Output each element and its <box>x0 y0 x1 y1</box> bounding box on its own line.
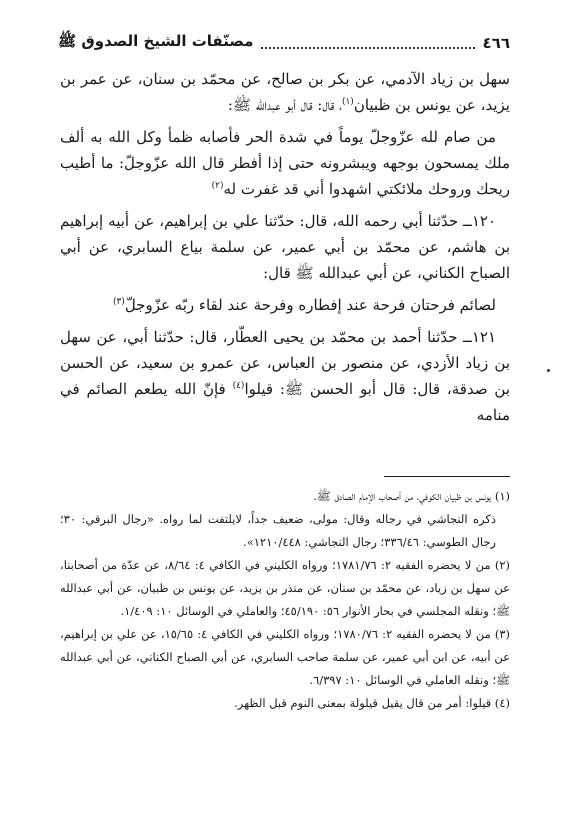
footnote-marker-2[interactable]: (٢) <box>211 181 224 191</box>
running-header <box>58 32 510 54</box>
footnote-1-continuation: ذكره النجاشي في رجاله وقال: مولى، ضعيف جداً، لايلتفت لما رواه. «رجال البرقي: ٣٠؛ رجال الطوسي: ٣٣٦/٤٦؛ رجال النجاشي: ١٢١٠/٤٤٨». <box>60 512 496 549</box>
text-run: لصائم فرحتان فرحة عند إفطاره وفرحة عند لقاء ربّه عزّوجلّ <box>124 296 496 314</box>
paragraph-hadith-120 <box>60 292 510 318</box>
main-text <box>60 66 510 434</box>
text-run: من صام لله عزّوجلّ يوماً في شدة الحر فأصابه ظمأ وكل الله به ألف ملك يمسحون بوجهه ويبشرونه حتى إذا أفطر قال الله عزّوجلّ: ما أطيب ريحك وروحك ملائكتي اشهدوا أني قد غفرت له <box>60 128 510 198</box>
text-run: ١٢١ــ حدّثنا أحمد بن محمّد بن يحيى العطّار، قال: حدّثنا أبي، عن سهل بن زياد الأزدي، عن منصور بن العباس، عن عمرو بن سعيد، عن الحسن بن صدقة، قال: قال أبو الحسن ﷺ: قيلوا <box>60 328 510 398</box>
text-run: ، قال: قال أبو عبدالله ﷺ: <box>227 96 342 114</box>
book-title: مصنّفات الشيخ الصدوق ﷺ <box>58 32 254 50</box>
paragraph-isnad-119 <box>60 66 510 118</box>
footnote-marker-3[interactable]: (٣) <box>112 297 125 307</box>
paragraph-hadith-119 <box>60 124 510 202</box>
footnote-4: (٤) قيلوا: أمر من قال يقيل قيلولة بمعنى النوم قبل الظهر. <box>234 696 510 710</box>
footnote-separator <box>384 476 510 477</box>
footnotes <box>60 485 510 715</box>
paragraph-isnad-120 <box>60 208 510 286</box>
footnote-marker-4[interactable]: (٤) <box>232 381 245 391</box>
margin-mark <box>547 369 550 372</box>
text-run: فإنّ الله يطعم الصائم في منامه <box>60 380 510 424</box>
page-number: ٤٦٦ <box>482 34 510 52</box>
footnote-1: (١) يونس بن ظبيان الكوفي، من أصحاب الإمام الصادق ﷺ. <box>313 489 510 503</box>
text-run: سهل بن زياد الآدمي، عن بكر بن صالح، عن محمّد بن سنان، عن عمر بن يزيد، عن يونس بن ظبيان <box>60 70 510 114</box>
footnote-marker-1[interactable]: (١) <box>341 97 354 107</box>
footnote-3: (٣) من لا يحضره الفقيه ٢: ١٧٨٠/٧٦؛ ورواه الكليني في الكافي ٤: ١٥/٦٥، عن علي بن إبراهيم، عن أبيه، عن ابن أبي عمير، عن سلمة صاحب السابري، عن أبي الصباح الكناني، عن أبي عبدالله ﷺ؛ ونقله العاملي في الوسائل ١٠: ٦/٣٩٧. <box>60 627 510 687</box>
paragraph-isnad-121 <box>60 324 510 428</box>
footnote-2: (٢) من لا يحضره الفقيه ٢: ١٧٨١/٧٦؛ ورواه الكليني في الكافي ٤: ٨/٦٤، عن عدّة من أصحابنا، عن سهل بن زياد، عن محمّد بن سنان، عن منذر بن يزيد، عن يونس بن ظبيان، عن أبي عبدالله ﷺ؛ ونقله المجلسي في بحار الأنوار ٥٦: ٤٥/١٩٠؛ والعاملي في الوسائل ١٠: ١/٤٠٩. <box>60 558 511 618</box>
header-dot-leader <box>261 37 474 49</box>
text-run: ١٢٠ــ حدّثنا أبي رحمه الله، قال: حدّثنا علي بن إبراهيم، عن أبيه إبراهيم بن هاشم، عن محمّد بن أبي عمير، عن سلمة بياع السابري، عن أبي الصباح الكناني، عن أبي عبدالله ﷺ قال: <box>60 212 510 282</box>
